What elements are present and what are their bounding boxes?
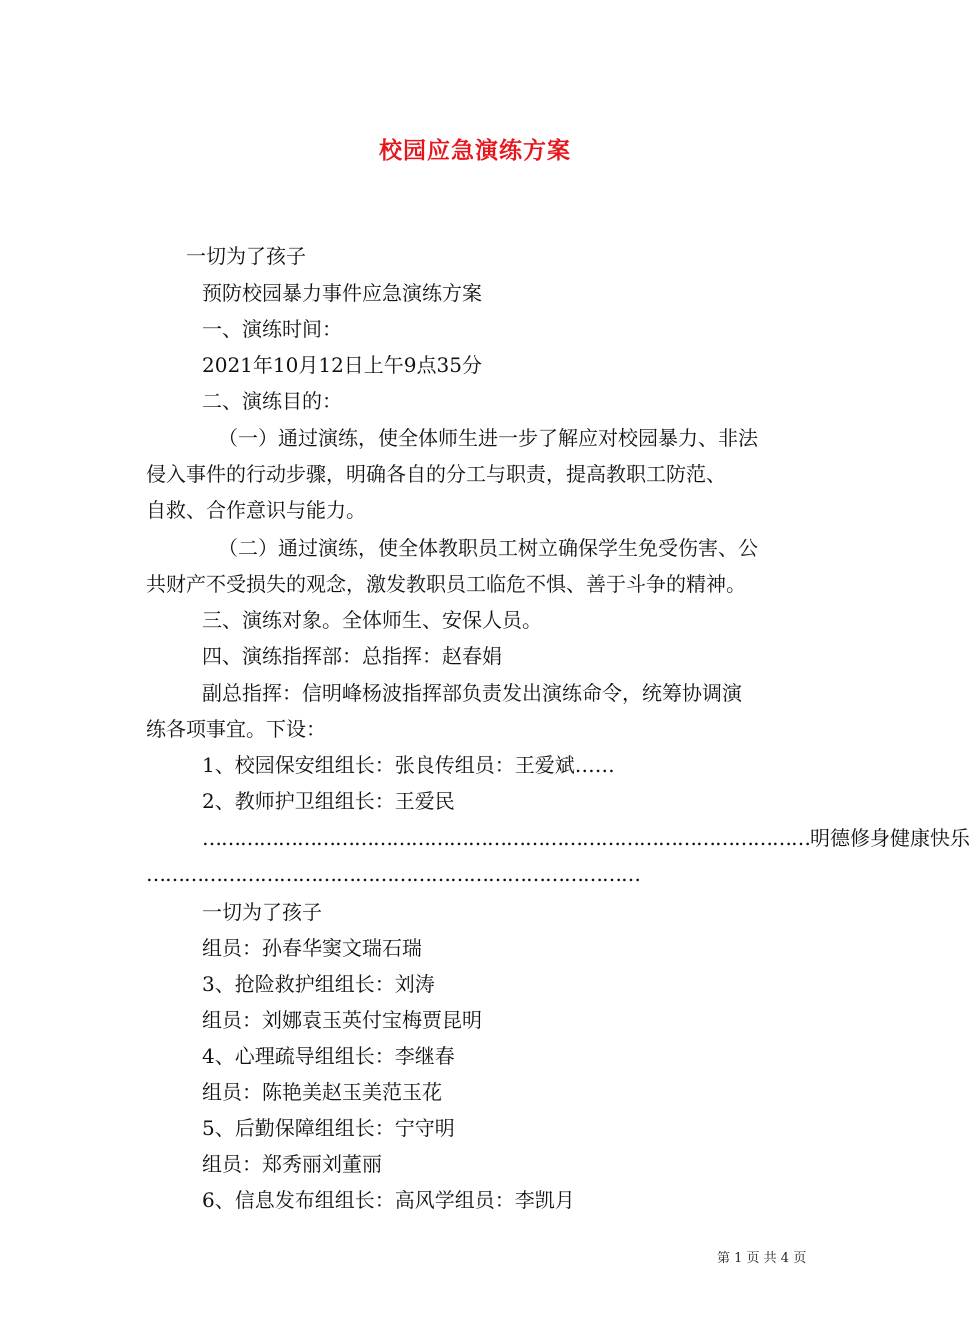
section-heading: 二、演练目的： xyxy=(202,389,342,413)
separator-dots: …………………………………………………………………… xyxy=(146,862,640,886)
paragraph-line: （二）通过演练，使全体教职员工树立确保学生免受伤害、公 xyxy=(218,536,758,560)
team-line: 组员：陈艳美赵玉美范玉花 xyxy=(202,1080,442,1104)
team-line: 组员：郑秀丽刘董丽 xyxy=(202,1152,382,1176)
team-line: 6、信息发布组组长：高风学组员：李凯月 xyxy=(202,1188,575,1212)
separator-motto: 明德修身健康快乐 xyxy=(810,826,970,850)
team-line: 3、抢险救护组组长：刘涛 xyxy=(202,972,435,996)
page-number: 第 1 页 共 4 页 xyxy=(717,1251,807,1266)
team-line: 1、校园保安组组长：张良传组员：王爱斌…… xyxy=(202,753,615,777)
header-motto: 一切为了孩子 xyxy=(186,244,306,268)
paragraph-line: （一）通过演练，使全体师生进一步了解应对校园暴力、非法 xyxy=(218,426,758,450)
paragraph-line: 侵入事件的行动步骤，明确各自的分工与职责，提高教职工防范、 xyxy=(146,462,726,486)
team-line: 2、教师护卫组组长：王爱民 xyxy=(202,789,455,813)
plan-name: 预防校园暴力事件应急演练方案 xyxy=(202,281,482,305)
team-line: 组员：刘娜袁玉英付宝梅贾昆明 xyxy=(202,1008,482,1032)
page-separator xyxy=(202,825,970,851)
paragraph-line: 自救、合作意识与能力。 xyxy=(146,498,366,522)
paragraph-line: 副总指挥：信明峰杨波指挥部负责发出演练命令，统筹协调演 xyxy=(202,681,742,705)
team-line: 4、心理疏导组组长：李继春 xyxy=(202,1044,455,1068)
paragraph-line: 共财产不受损失的观念，激发教职员工临危不惧、善于斗争的精神。 xyxy=(146,572,746,596)
team-line: 5、后勤保障组组长：宁守明 xyxy=(202,1116,455,1140)
header-motto: 一切为了孩子 xyxy=(202,900,322,924)
section-heading: 一、演练时间： xyxy=(202,317,342,341)
section-heading: 四、演练指挥部：总指挥：赵春娟 xyxy=(202,644,502,668)
team-line: 组员：孙春华窦文瑞石瑞 xyxy=(202,936,422,960)
document-title: 校园应急演练方案 xyxy=(379,137,571,164)
paragraph-line: 练各项事宜。下设： xyxy=(146,717,326,741)
drill-time: 2021年10月12日上午9点35分 xyxy=(202,353,482,377)
section-heading: 三、演练对象。全体师生、安保人员。 xyxy=(202,608,542,632)
separator-dots: …………………………………………………………………………………… xyxy=(202,826,810,850)
